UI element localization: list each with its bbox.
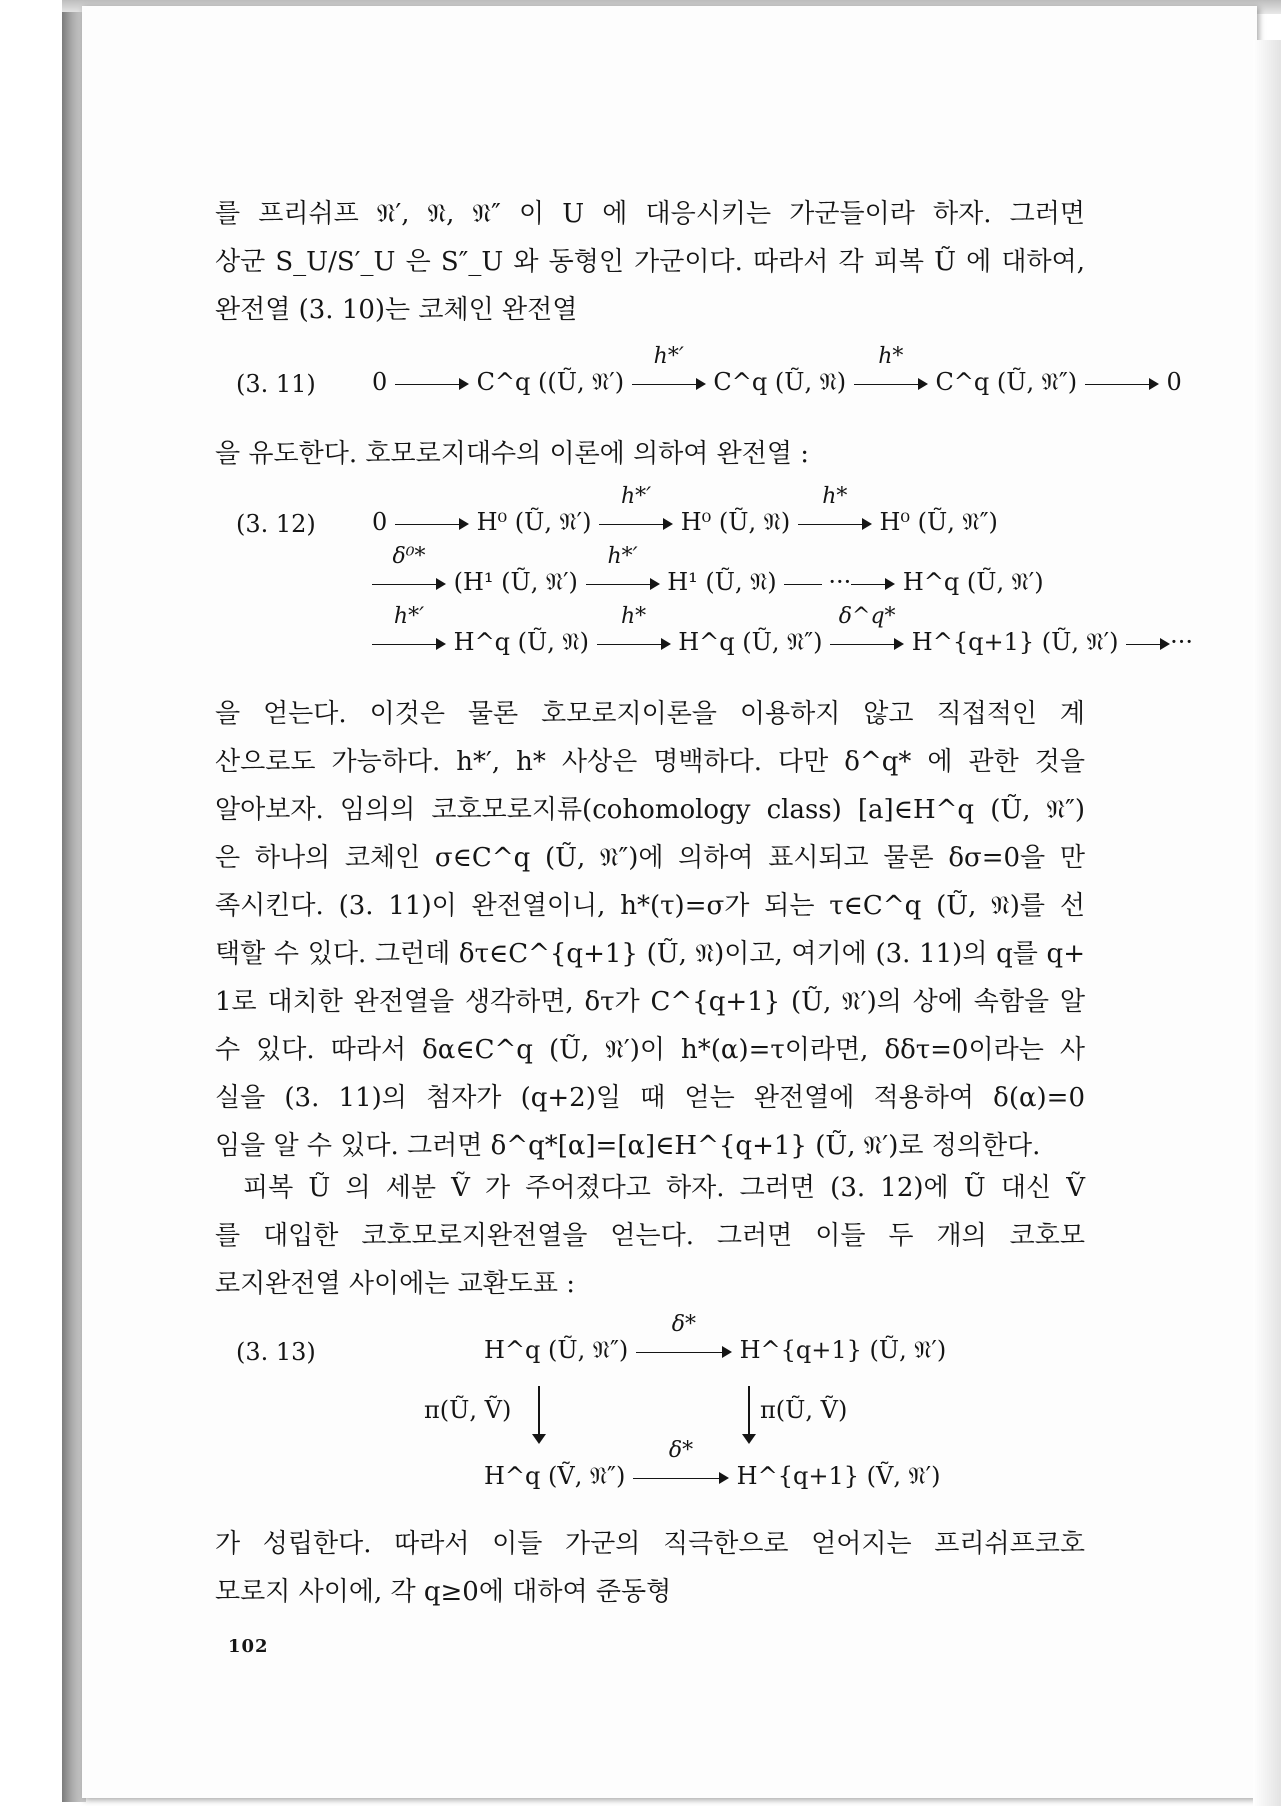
text-line: 모로지 사이에, 각 q≥0에 대하여 준동형	[215, 1577, 672, 1607]
arrow	[395, 512, 469, 536]
text-line: 완전열 (3. 10)는 코체인 완전열	[215, 295, 578, 325]
eq-term: 0	[372, 508, 388, 536]
arrow	[632, 343, 706, 396]
arrow	[851, 572, 895, 596]
eq-term: H^{q+1} (Ũ, 𝔑′)	[911, 628, 1119, 656]
eq-term: C^q (Ũ, 𝔑″)	[935, 368, 1078, 396]
arrow-label: δ*	[668, 1437, 694, 1463]
text-line: 1로 대치한 완전열을 생각하면, δτ가 C^{q+1} (Ũ, 𝔑′)의 상에 속함을 알	[215, 987, 1085, 1017]
text-line: 가 성립한다. 따라서 이들 가군의 직극한으로 얻어지는 프리쉬프코호	[215, 1529, 1085, 1559]
eq-term: H^q (Ũ, 𝔑″)	[484, 1336, 629, 1364]
page-right-edge	[1253, 40, 1281, 1806]
equation-label: (3. 12)	[236, 510, 316, 538]
text-line: 을 얻는다. 이것은 물론 호모로지이론을 이용하지 않고 직접적인 계	[215, 699, 1085, 729]
arrow	[1085, 372, 1159, 396]
eq-term: C^q (Ũ, 𝔑)	[713, 368, 847, 396]
arrow	[597, 603, 671, 656]
eq-term: 0	[1166, 368, 1182, 396]
eq-term: H^q (Ũ, 𝔑″)	[678, 628, 823, 656]
eq-term: H^q (Ṽ, 𝔑″)	[484, 1462, 626, 1490]
arrow	[636, 1311, 732, 1364]
paragraph-1	[215, 190, 1085, 334]
arrow	[798, 483, 872, 536]
paragraph-4	[215, 1164, 1085, 1308]
eq-term: H⁰ (Ũ, 𝔑)	[680, 508, 791, 536]
arrow-label: h*′	[393, 603, 425, 629]
diagram-bottom-row	[484, 1437, 941, 1490]
text-line: 피복 Ũ 의 세분 Ṽ 가 주어졌다고 하자. 그러면 (3. 12)에 Ũ 대신 Ṽ	[243, 1173, 1085, 1203]
text-line: 족시킨다. (3. 11)이 완전열이니, h*(τ)=σ가 되는 τ∈C^q (Ũ, 𝔑)를 선	[215, 891, 1085, 921]
eq-term: 0	[372, 368, 388, 396]
equation-3-11	[372, 343, 1182, 396]
arrow-label: h*	[822, 483, 848, 509]
arrow-label: δ*	[671, 1311, 697, 1337]
text-line: 수 있다. 따라서 δα∈C^q (Ũ, 𝔑′)이 h*(α)=τ이라면, δδτ=0이라는 사	[215, 1035, 1085, 1065]
text-line: 은 하나의 코체인 σ∈C^q (Ũ, 𝔑″)에 의하여 표시되고 물론 δσ=0을 만	[215, 843, 1085, 873]
text-line: 로지완전열 사이에는 교환도표 :	[215, 1269, 576, 1299]
equation-3-12-row-3	[372, 603, 1194, 656]
paragraph-5	[215, 1520, 1085, 1616]
paragraph-3	[215, 690, 1085, 1170]
arrow	[586, 543, 660, 596]
text-line: 를 프리쉬프 𝔑′, 𝔑, 𝔑″ 이 U 에 대응시키는 가군들이라 하자. 그러면	[215, 199, 1085, 229]
eq-term: H^q (Ũ, 𝔑′)	[902, 568, 1044, 596]
eq-term: (H¹ (Ũ, 𝔑′)	[453, 568, 578, 596]
arrow	[395, 372, 469, 396]
text-line: 산으로도 가능하다. h*′, h* 사상은 명백하다. 다만 δ^q* 에 관한 것을	[215, 747, 1085, 777]
equation-label: (3. 13)	[236, 1338, 316, 1366]
left-vertical-arrow	[538, 1386, 540, 1440]
text-line: 상군 S_U/S′_U 은 S″_U 와 동형인 가군이다. 따라서 각 피복 Ũ 에 대하여,	[215, 247, 1085, 277]
arrow-label: h*′	[653, 343, 684, 369]
text-line: 를 대입한 코호모로지완전열을 얻는다. 그러면 이들 두 개의 코호모	[215, 1221, 1085, 1251]
arrow	[372, 543, 446, 596]
eq-term: H^{q+1} (Ṽ, 𝔑′)	[736, 1462, 941, 1490]
arrow	[830, 603, 904, 656]
ellipsis: ···	[828, 568, 852, 596]
text-line: 실을 (3. 11)의 첨자가 (q+2)일 때 얻는 완전열에 적용하여 δ(α)=0	[215, 1083, 1085, 1113]
arrow-label: h*	[621, 603, 647, 629]
arrow	[372, 603, 446, 656]
arrow	[1126, 632, 1170, 656]
text-line: 임을 알 수 있다. 그러면 δ^q*[α]=[α]∈H^{q+1} (Ũ, 𝔑′)로 정의한다.	[215, 1131, 1041, 1161]
arrow-label: h*	[878, 343, 904, 369]
ellipsis: ···	[1170, 628, 1194, 656]
text-line: 알아보자. 임의의 코호모로지류(cohomology class) [a]∈H^q (Ũ, 𝔑″)	[215, 795, 1085, 825]
equation-3-12-row-1	[372, 483, 998, 536]
left-vertical-map-label: π(Ũ, Ṽ)	[424, 1396, 512, 1424]
text-line: 을 유도한다. 호모로지대수의 이론에 의하여 완전열 :	[215, 439, 810, 469]
arrow-label: h*′	[607, 543, 638, 569]
eq-term: H⁰ (Ũ, 𝔑′)	[476, 508, 592, 536]
page-number: 102	[228, 1636, 269, 1657]
text-line: 택할 수 있다. 그런데 δτ∈C^{q+1} (Ũ, 𝔑)이고, 여기에 (3. 11)의 q를 q+	[215, 939, 1085, 969]
arrow	[599, 483, 673, 536]
diagram-top-row	[484, 1311, 947, 1364]
eq-term: H^q (Ũ, 𝔑)	[453, 628, 589, 656]
equation-label: (3. 11)	[236, 370, 316, 398]
eq-term: H^{q+1} (Ũ, 𝔑′)	[739, 1336, 947, 1364]
right-vertical-arrow	[748, 1386, 750, 1440]
arrow-label: h*′	[621, 483, 652, 509]
paragraph-2	[215, 430, 1085, 478]
arrow-label: δ^q*	[838, 603, 896, 629]
eq-term: C^q ((Ũ, 𝔑′)	[476, 368, 625, 396]
arrow-label: δ⁰*	[392, 543, 426, 569]
equation-3-12-row-2	[372, 543, 1044, 596]
arrow	[854, 343, 928, 396]
eq-term: H¹ (Ũ, 𝔑)	[667, 568, 777, 596]
arrow	[633, 1437, 729, 1490]
eq-term: H⁰ (Ũ, 𝔑″)	[879, 508, 998, 536]
arrow	[784, 572, 828, 596]
right-vertical-map-label: π(Ũ, Ṽ)	[760, 1396, 848, 1424]
